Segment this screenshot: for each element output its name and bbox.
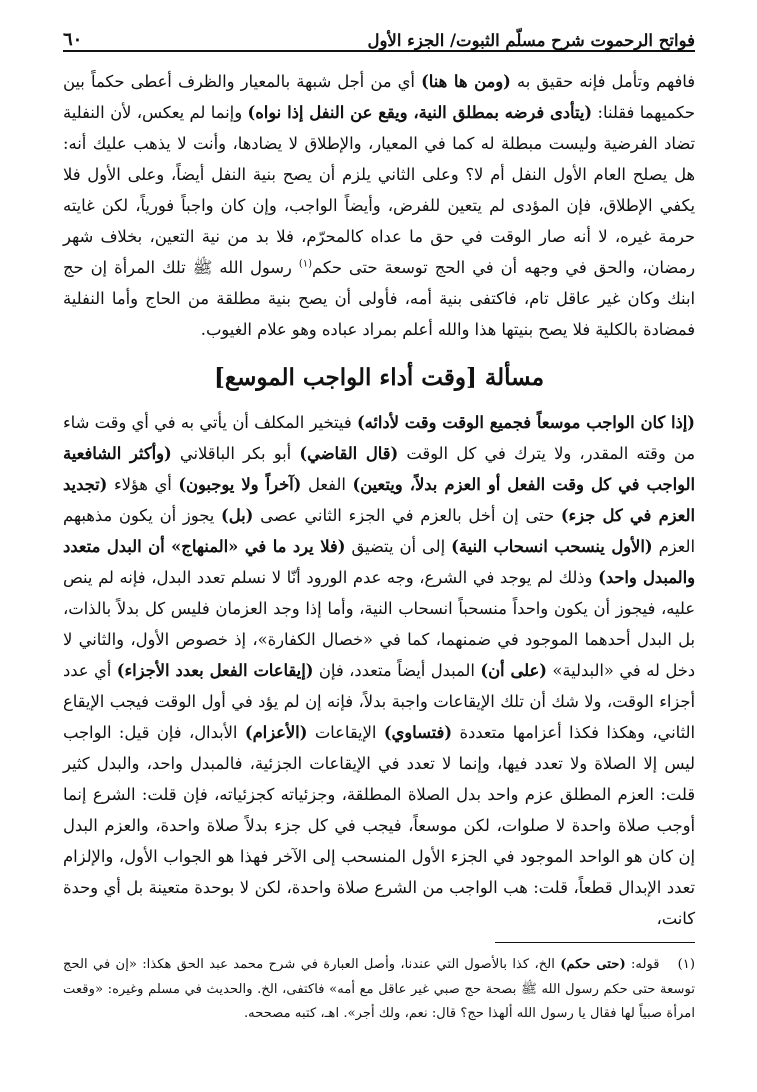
footnote-1	[63, 953, 695, 1027]
quoted-text: (إذا كان الواجب موسعاً فجميع الوقت وقت لأدائه)	[356, 413, 695, 432]
quoted-text: (وأكثر الشافعية الواجب في كل وقت الفعل أو العزم بدلاً، ويتعين)	[63, 444, 696, 494]
text-run: وذلك لم يوجد في الشرع، وجه عدم الورود أنّا لا نسلم تعدد البدل، فإنه لم ينص عليه، فيجوز أن يكون واحداً منسحباً انسحاب النية، وأما إذا وجد العزمان فليس كل بدلاً بالذات، بل البدل أحدهما الموجود في ضمنهما، كما في «خصال الكفارة»، إذ خصوص الأول، والثاني لا دخل له في «البدلية»	[63, 568, 696, 680]
quoted-text: (حتى حكم)	[560, 957, 626, 972]
text-run: فيتخير المكلف أن يأتي به في أي وقت شاء من وقته المقدر، ولا يترك في كل الوقت	[63, 413, 696, 463]
text-run: الفعل	[301, 475, 353, 494]
footnote-number: (١)	[677, 957, 696, 972]
text-run: فافهم وتأمل فإنه حقيق به	[510, 72, 695, 91]
text-run: الأبدال، فإن قيل: الواجب ليس إلا الصلاة ولا تعدد فيها، وإنما لا تعدد في الإيقاعات الجزئية، فالمبدل واحد، والبدل كثير قلت: العزم المطلق عزم واحد بدل الصلاة المطلقة، وجزئياته كجزئياته، فإن قلت: الشرع إنما أوجب صلاة واحدة لا صلوات، لكن موسعاً، فيجب في كل جزء بدلاً صلاة واحدة، والعزم البدل إن كان هو الواحد الموجود في الجزء الأول المنسحب إلى الآخر فهذا هو الجواب الأول، والإلزام تعدد الإبدال قطعاً، قلت: هب الواجب من الشرع صلاة واحدة، لكن لا بوحدة متعينة بل أي وحدة كانت،	[63, 723, 695, 928]
quoted-text: (ومن ها هنا)	[421, 72, 511, 91]
quoted-text: (إيقاعات الفعل بعدد الأجزاء)	[116, 661, 314, 680]
text-run: إلى أن يتضيق	[345, 537, 452, 556]
quoted-text: (آخراً ولا يوجبون)	[178, 475, 302, 494]
text-run: أي هؤلاء	[107, 475, 179, 494]
text-run: يجوز أن يكون مذهبهم العزم	[63, 506, 695, 556]
text-run: أي عدد أجزاء الوقت، ولا شك أن تلك الإيقاعات واجبة بدلاً، فإنه إن لم يؤد في أول الوقت فيجب الإيقاع الثاني، وهكذا فكذا أعزامها متعددة	[63, 661, 695, 742]
quoted-text: (فتساوي)	[383, 723, 453, 742]
text-run: الإيقاعات	[307, 723, 384, 742]
quoted-text: (الأول ينسحب انسحاب النية)	[451, 537, 653, 556]
quoted-text: (يتأدى فرضه بمطلق النية، ويقع عن النفل إذا نواه)	[247, 103, 593, 122]
quoted-text: (قال القاضي)	[299, 444, 399, 463]
text-run: أي من أجل شبهة بالمعيار والظرف أعطى حكماً بين حكميهما فقلنا:	[63, 72, 695, 122]
text-run: المبدل أيضاً متعدد، فإن	[313, 661, 481, 680]
paragraph-1	[63, 66, 695, 345]
paragraph-2	[63, 407, 695, 934]
quoted-text: (تجديد العزم في كل جزء)	[63, 475, 695, 525]
page-number: ٦٠	[63, 29, 83, 50]
text-run: قوله:	[625, 957, 660, 972]
footnote-divider	[495, 942, 695, 943]
running-header	[63, 22, 695, 52]
quoted-text: (على أن)	[480, 661, 547, 680]
book-page	[63, 22, 695, 1072]
text-run: رسول الله ﷺ تلك المرأة إن حج ابنك وكان غير عاقل تام، فاكتفى بنية أمه، فأولى أن يصح بنية مطلقة من الحاج وأما النفلية فمضادة بالكلية فلا يصح بنيتها هذا والله أعلم بمراد عباده وهو علام الغيوب.	[63, 258, 695, 339]
section-heading: مسألة [وقت أداء الواجب الموسع]	[213, 364, 545, 391]
quoted-text: (الأعزام)	[244, 723, 308, 742]
footnote-reference[interactable]: (١)	[298, 258, 313, 270]
text-run: أبو بكر الباقلاني	[171, 444, 300, 463]
quoted-text: (بل)	[221, 506, 254, 525]
text-run: وإنما لم يعكس، لأن النفلية تضاد الفرضية وليست مبطلة له كما في المعيار، والإطلاق لا يضادها، وأنت لا يذهب عليك أنه: هل يصلح العام الأول النفل أم لا؟ وعلى الثاني يلزم أن يصح بنية النفل أيضاً، وعلى الأول فلا يكفي الإطلاق، فإن المؤدى لم يتعين للفرض، وأيضاً الواجب، وإن كان واجباً فورياً، لكن غايته حرمة غيره، لا أنه صار الوقت في حق ما عداه كالمحرّم، فلا بد من نية التعين، بخلاف شهر رمضان، والحق في وجهه أن في الحج توسعة حتى حكم	[63, 103, 695, 277]
text-run: حتى إن أخل بالعزم في الجزء الثاني عصى	[253, 506, 561, 525]
running-title: فواتح الرحموت شرح مسلّم الثبوت/ الجزء الأول	[367, 31, 695, 50]
text-run: الخ، كذا بالأصول التي عندنا، وأصل العبارة في شرح محمد عبد الحق هكذا: «إن في الحج توسعة حتى حكم رسول الله ﷺ بصحة حج صبي غير عاقل مع أمه» فاكتفى، الخ. والحديث في مسلم وغيره: «وقعت امرأة صبياً لها فقال يا رسول الله ألهذا حج؟ قال: نعم، ولك أجر». اهـ، كتبه مصححه.	[63, 957, 695, 1021]
quoted-text: (فلا يرد ما في «المنهاج» أن البدل متعدد والمبدل واحد)	[63, 537, 695, 587]
